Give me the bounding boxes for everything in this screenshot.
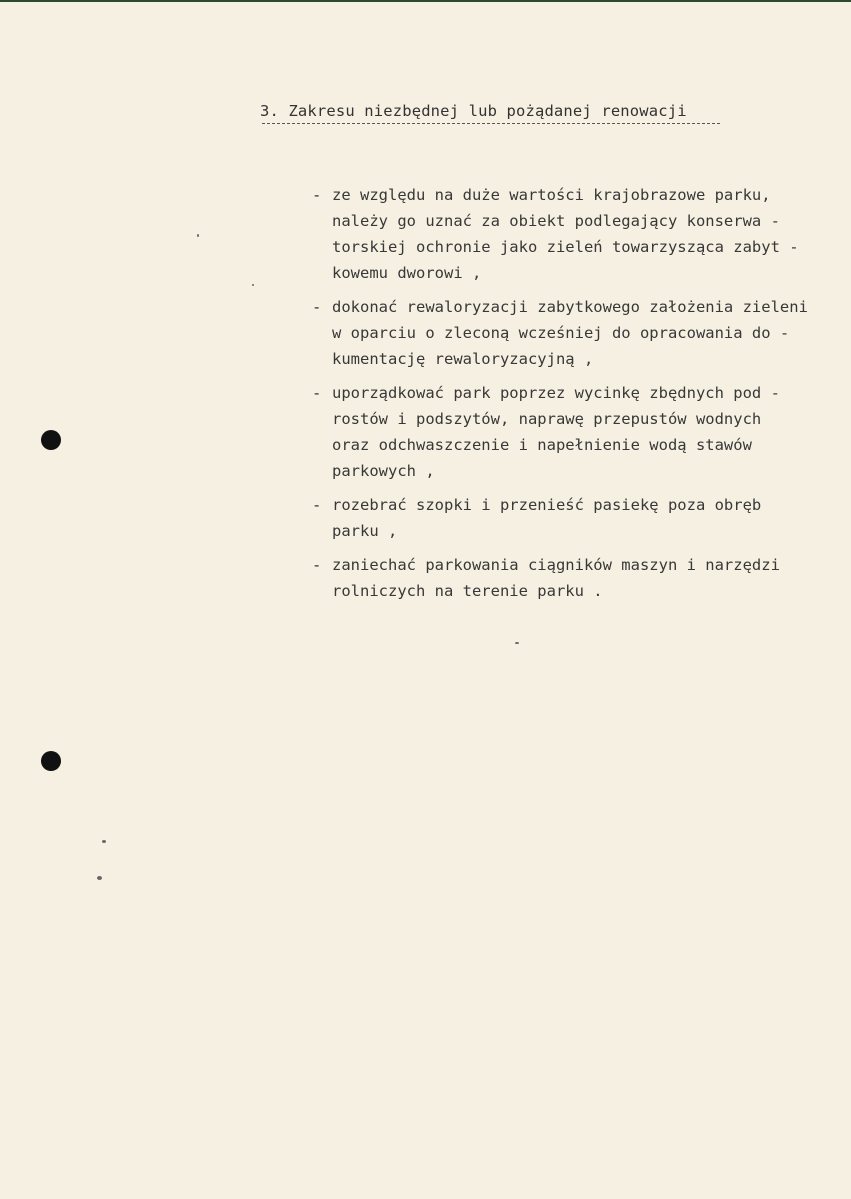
item-line: rozebrać szopki i przenieść pasiekę poza obręb xyxy=(332,496,762,514)
item-line: oraz odchwaszczenie i napełnienie wodą stawów xyxy=(332,436,752,454)
item-line: rostów i podszytów, naprawę przepustów wodnych xyxy=(332,410,762,428)
item-line: torskiej ochronie jako zieleń towarzysząca zabyt - xyxy=(332,238,799,256)
page-top-edge xyxy=(0,0,851,2)
item-line: należy go uznać za obiekt podlegający konserwa - xyxy=(332,212,780,230)
list-dash: - xyxy=(312,384,322,402)
item-line: parkowych , xyxy=(332,462,435,480)
list-item xyxy=(0,552,851,604)
item-line: w oparciu o zleconą wcześniej do opracowania do - xyxy=(332,324,790,342)
paper-speck xyxy=(97,876,102,880)
paper-speck xyxy=(102,840,106,843)
section-heading: 3. Zakresu niezbędnej lub pożądanej renowacji xyxy=(260,102,687,120)
item-line: zaniechać parkowania ciągników maszyn i narzędzi xyxy=(332,556,780,574)
renovation-list xyxy=(0,182,851,612)
list-item xyxy=(0,182,851,286)
item-line: dokonać rewaloryzacji zabytkowego założenia zieleni xyxy=(332,298,808,316)
punch-hole-bottom xyxy=(41,751,61,771)
item-line: ze względu na duże wartości krajobrazowe parku, xyxy=(332,186,771,204)
paper-speck xyxy=(515,642,519,644)
list-item xyxy=(0,294,851,372)
list-dash: - xyxy=(312,298,322,316)
list-item xyxy=(0,380,851,484)
item-line: parku , xyxy=(332,522,398,540)
item-line: uporządkować park poprzez wycinkę zbędnych pod - xyxy=(332,384,780,402)
list-dash: - xyxy=(312,496,322,514)
list-dash: - xyxy=(312,186,322,204)
item-line: kowemu dworowi , xyxy=(332,264,482,282)
heading-underline xyxy=(262,123,720,124)
list-dash: - xyxy=(312,556,322,574)
list-item xyxy=(0,492,851,544)
item-line: kumentację rewaloryzacyjną , xyxy=(332,350,594,368)
item-line: rolniczych na terenie parku . xyxy=(332,582,603,600)
